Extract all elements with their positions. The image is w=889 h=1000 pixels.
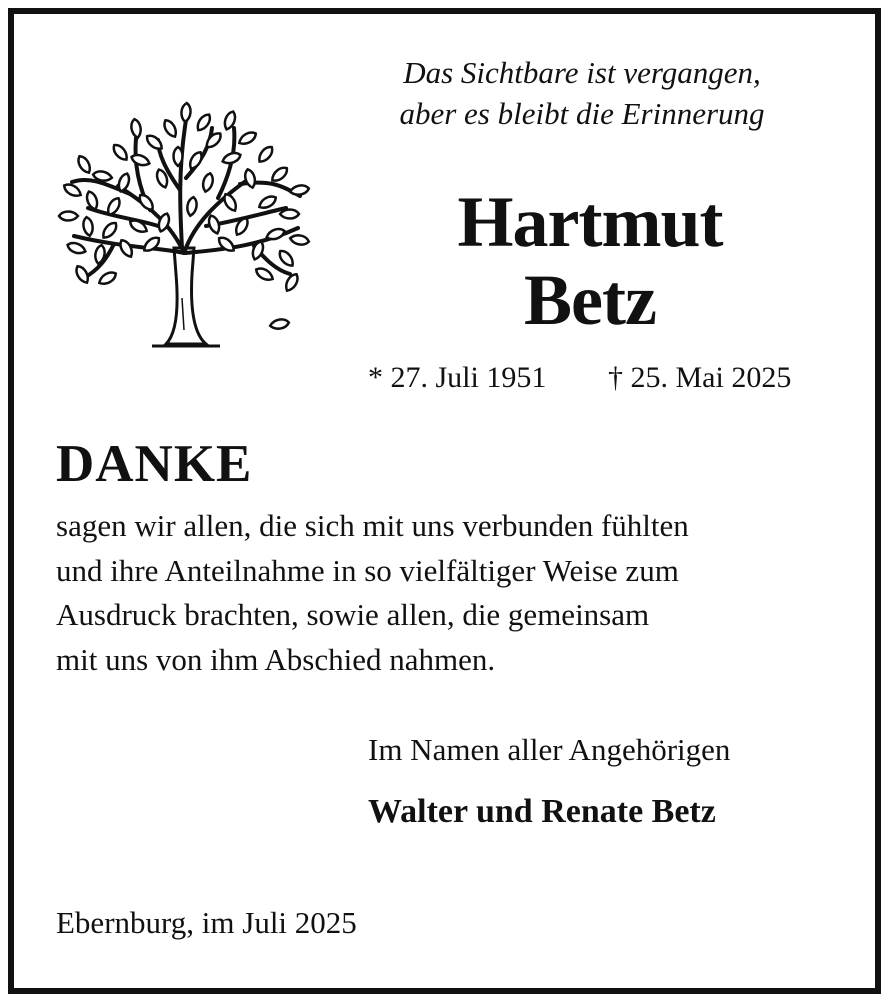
thank-you-line: Ausdruck brachten, sowie allen, die gemeinsam — [56, 597, 650, 633]
birth-date: * 27. Juli 1951 — [368, 361, 547, 394]
on-behalf-line: Im Namen aller Angehörigen — [368, 732, 731, 767]
thank-you-text — [56, 504, 846, 683]
deceased-name — [390, 183, 790, 339]
memorial-quote — [342, 52, 822, 134]
thank-you-line: mit uns von ihm Abschied nahmen. — [56, 642, 496, 678]
quote-line-2: aber es bleibt die Erinnerung — [399, 96, 765, 131]
deceased-first-name: Hartmut — [457, 182, 723, 262]
quote-line-1: Das Sichtbare ist vergangen, — [403, 55, 761, 90]
signers-names: Walter und Renate Betz — [368, 793, 716, 830]
tree-icon — [54, 98, 316, 352]
thank-you-line: sagen wir allen, die sich mit uns verbunden fühlten — [56, 508, 689, 543]
danke-heading: DANKE — [56, 435, 253, 493]
death-date: † 25. Mai 2025 — [608, 361, 792, 394]
deceased-last-name: Betz — [524, 260, 656, 340]
place-date: Ebernburg, im Juli 2025 — [56, 905, 357, 940]
thank-you-line: und ihre Anteilnahme in so vielfältiger Weise zum — [56, 552, 679, 588]
